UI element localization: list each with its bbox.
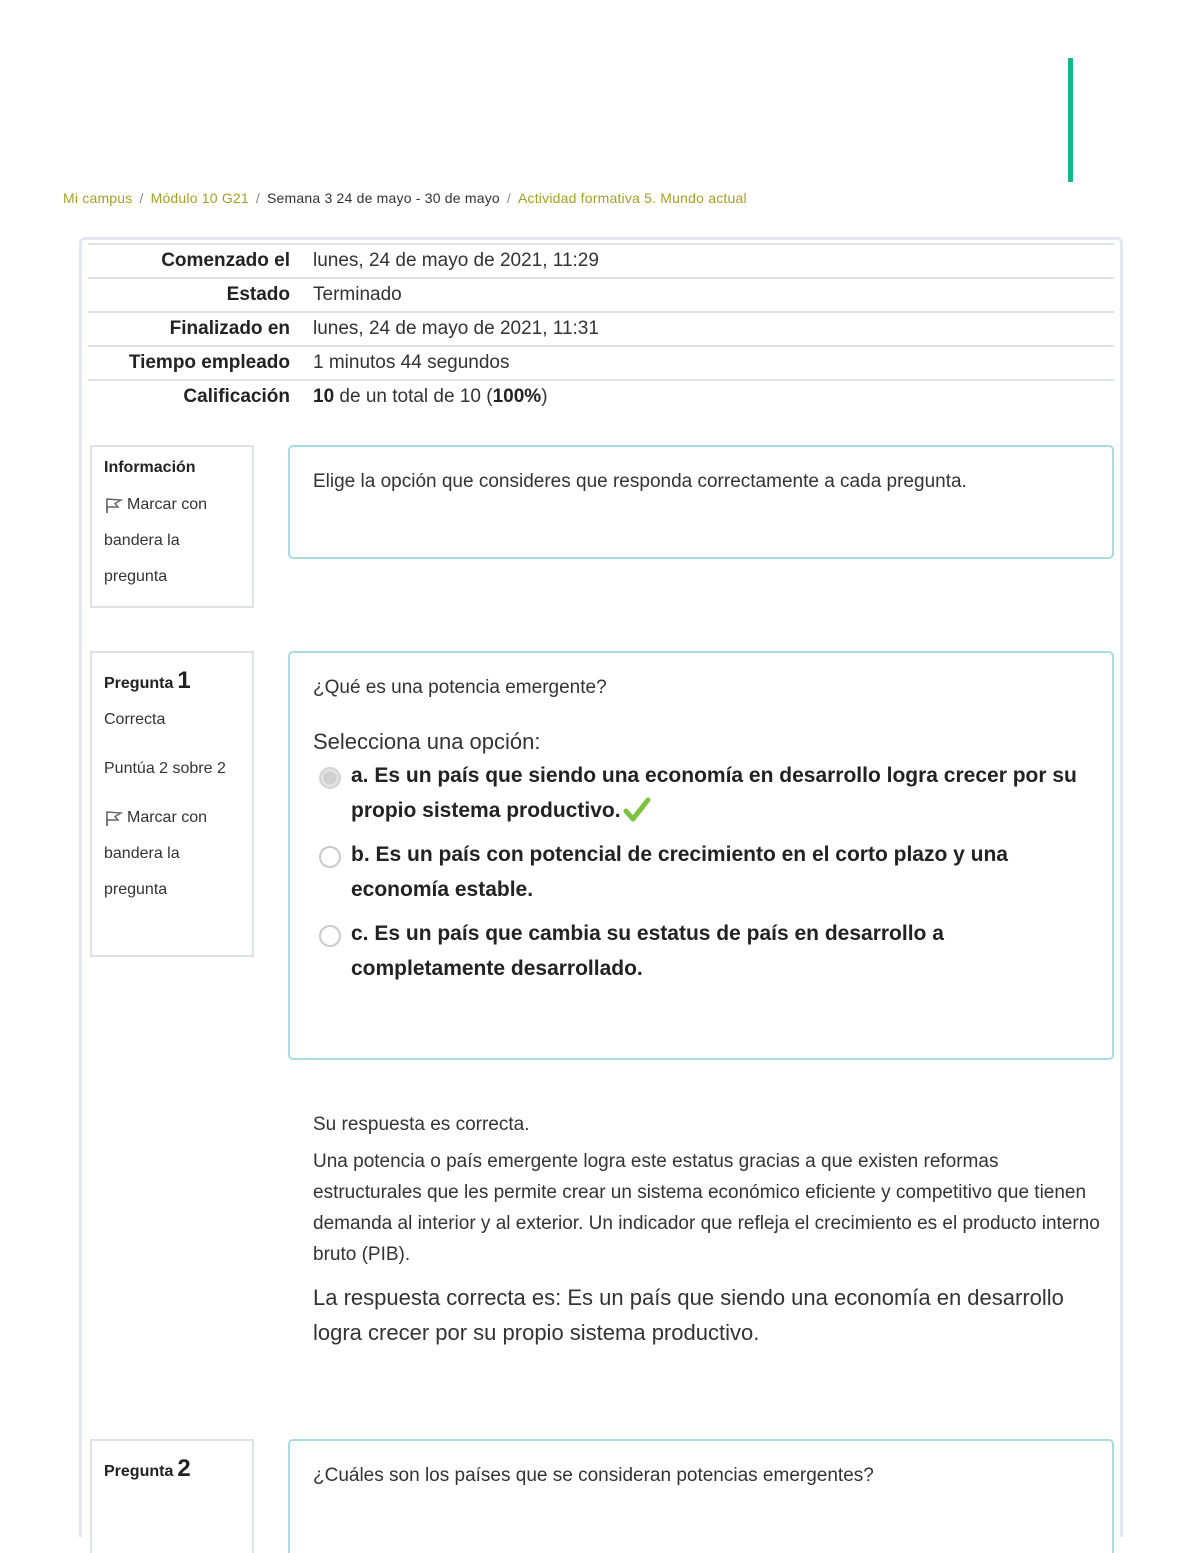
summary-value: Terminado [313, 284, 402, 305]
summary-label: Finalizado en [169, 318, 290, 339]
question-1-text: ¿Qué es una potencia emergente? [313, 677, 607, 698]
breadcrumb-actividad[interactable]: Actividad formativa 5. Mundo actual [517, 190, 747, 206]
header-accent-bar [1068, 58, 1073, 182]
check-icon [623, 797, 651, 823]
info-sidebar [90, 445, 254, 608]
flag-icon [104, 808, 124, 828]
attempt-summary-table [88, 243, 1114, 413]
question-grade: Puntúa 2 sobre 2 [104, 760, 226, 777]
summary-row-state [88, 277, 1114, 311]
summary-label: Estado [226, 284, 290, 305]
question-2-title [104, 1451, 240, 1490]
question-1-feedback [313, 1114, 1103, 1350]
grade-close: ) [541, 386, 548, 407]
radio-option-b[interactable] [319, 846, 341, 868]
question-number: 1 [177, 667, 191, 694]
question-2-text: ¿Cuáles son los países que se consideran potencias emergentes? [313, 1465, 874, 1486]
flag-question-link[interactable] [104, 800, 240, 908]
info-content-box [288, 445, 1114, 559]
flag-question-link[interactable] [104, 487, 240, 595]
feedback-correct-message: Su respuesta es correcta. [313, 1114, 530, 1135]
select-option-prompt: Selecciona una opción: [313, 729, 541, 754]
answer-option-c[interactable] [313, 921, 1089, 986]
option-a-label: a. Es un país que siendo una economía en desarrollo logra crecer por su propio sistema productivo. [351, 764, 1077, 822]
radio-option-a[interactable] [319, 767, 341, 789]
summary-row-finished [88, 311, 1114, 345]
question-number: 2 [177, 1455, 191, 1482]
question-state: Correcta [104, 711, 166, 728]
answer-option-b[interactable] [313, 842, 1089, 907]
option-a-text-wrap [351, 758, 1089, 828]
breadcrumb-modulo[interactable]: Módulo 10 G21 [150, 190, 249, 206]
summary-label: Calificación [183, 386, 290, 407]
grade-percent: 100% [492, 386, 542, 407]
question-1-sidebar [90, 651, 254, 957]
flag-icon [104, 495, 124, 515]
question-word: Pregunta [104, 675, 174, 692]
summary-value: 1 minutos 44 segundos [313, 352, 510, 373]
grade-total: de un total de 10 ( [334, 386, 493, 407]
answer-option-a[interactable] [313, 763, 1089, 828]
breadcrumb-mi-campus[interactable]: Mi campus [63, 190, 133, 206]
grade-score: 10 [313, 386, 335, 407]
summary-row-grade [88, 379, 1114, 413]
breadcrumb-semana: Semana 3 24 de mayo - 30 de mayo [267, 190, 500, 206]
flag-label: Marcar con bandera la pregunta [104, 496, 208, 585]
breadcrumb-separator: / [139, 190, 144, 206]
question-word: Pregunta [104, 1463, 174, 1480]
summary-value: lunes, 24 de mayo de 2021, 11:31 [313, 318, 599, 339]
breadcrumb-separator: / [255, 190, 261, 206]
feedback-general: Una potencia o país emergente logra este estatus gracias a que existen reformas estructurales que les permite crear un sistema económico eficiente y competitivo que tienen demanda al interior y al exterior. Un indicador que refleja el crecimiento es el producto interno bruto (PIB). [313, 1151, 1100, 1265]
summary-row-started [88, 243, 1114, 277]
option-b-label: b. Es un país con potencial de crecimiento en el corto plazo y una economía estable. [351, 843, 1008, 901]
feedback-right-answer: La respuesta correcta es: Es un país que siendo una economía en desarrollo logra crecer por su propio sistema productivo. [313, 1285, 1064, 1345]
flag-label: Marcar con bandera la pregunta [104, 809, 208, 898]
breadcrumb-separator: / [506, 190, 511, 206]
breadcrumb [63, 190, 747, 206]
question-2-sidebar [90, 1439, 254, 1553]
option-c-label: c. Es un país que cambia su estatus de país en desarrollo a completamente desarrollado. [351, 922, 944, 980]
summary-row-time [88, 345, 1114, 379]
radio-option-c[interactable] [319, 925, 341, 947]
summary-value: lunes, 24 de mayo de 2021, 11:29 [313, 250, 599, 271]
question-2-content [288, 1439, 1114, 1553]
instruction-text: Elige la opción que consideres que responda correctamente a cada pregunta. [313, 471, 967, 492]
info-title: Información [104, 459, 196, 476]
question-1-content [288, 651, 1114, 1060]
question-1-title [104, 663, 240, 702]
summary-grade-value [313, 386, 548, 408]
summary-label: Tiempo empleado [128, 352, 290, 373]
summary-label: Comenzado el [161, 250, 290, 271]
